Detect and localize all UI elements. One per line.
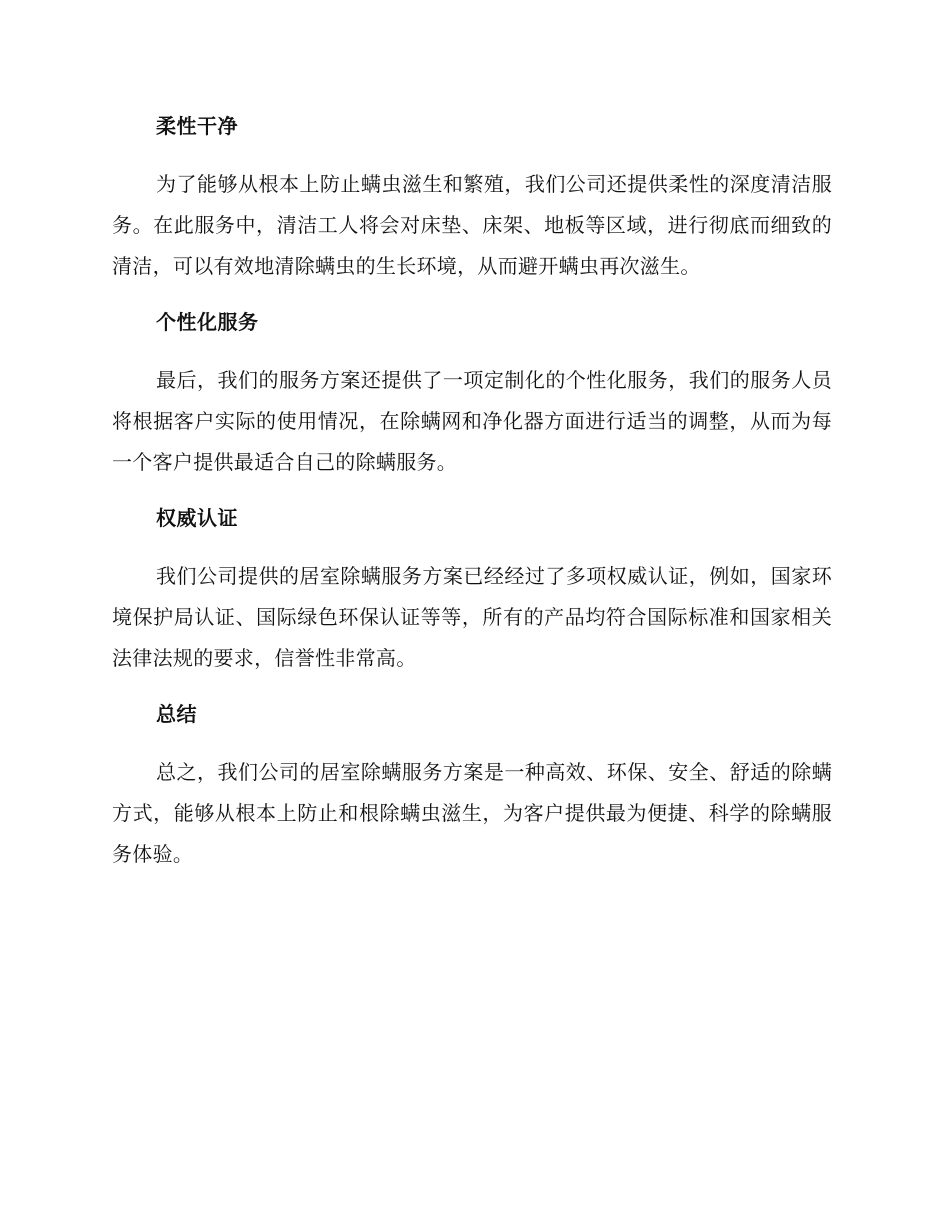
section-heading: 个性化服务: [156, 310, 259, 334]
section-paragraph: 我们公司提供的居室除螨服务方案已经经过了多项权威认证，例如，国家环境保护局认证、国际绿色环保认证等等，所有的产品均符合国际标准和国家相关法律法规的要求，信誉性非常高。: [112, 564, 832, 670]
section-heading: 总结: [156, 702, 197, 726]
document-page: [112, 106, 832, 890]
section-summary: [112, 694, 832, 875]
section-paragraph: 总之，我们公司的居室除螨服务方案是一种高效、环保、安全、舒适的除螨方式，能够从根本上防止和根除螨虫滋生，为客户提供最为便捷、科学的除螨服务体验。: [112, 760, 832, 866]
section-paragraph: 最后，我们的服务方案还提供了一项定制化的个性化服务，我们的服务人员将根据客户实际的使用情况，在除螨网和净化器方面进行适当的调整，从而为每一个客户提供最适合自己的除螨服务。: [112, 368, 832, 474]
section-paragraph: 为了能够从根本上防止螨虫滋生和繁殖，我们公司还提供柔性的深度清洁服务。在此服务中，清洁工人将会对床垫、床架、地板等区域，进行彻底而细致的清洁，可以有效地清除螨虫的生长环境，从而避开螨虫再次滋生。: [112, 172, 832, 278]
section-heading: 柔性干净: [156, 114, 238, 138]
section-personalized-service: [112, 302, 832, 483]
section-flexible-cleaning: [112, 106, 832, 287]
section-heading: 权威认证: [156, 506, 238, 530]
section-authority-certification: [112, 498, 832, 679]
